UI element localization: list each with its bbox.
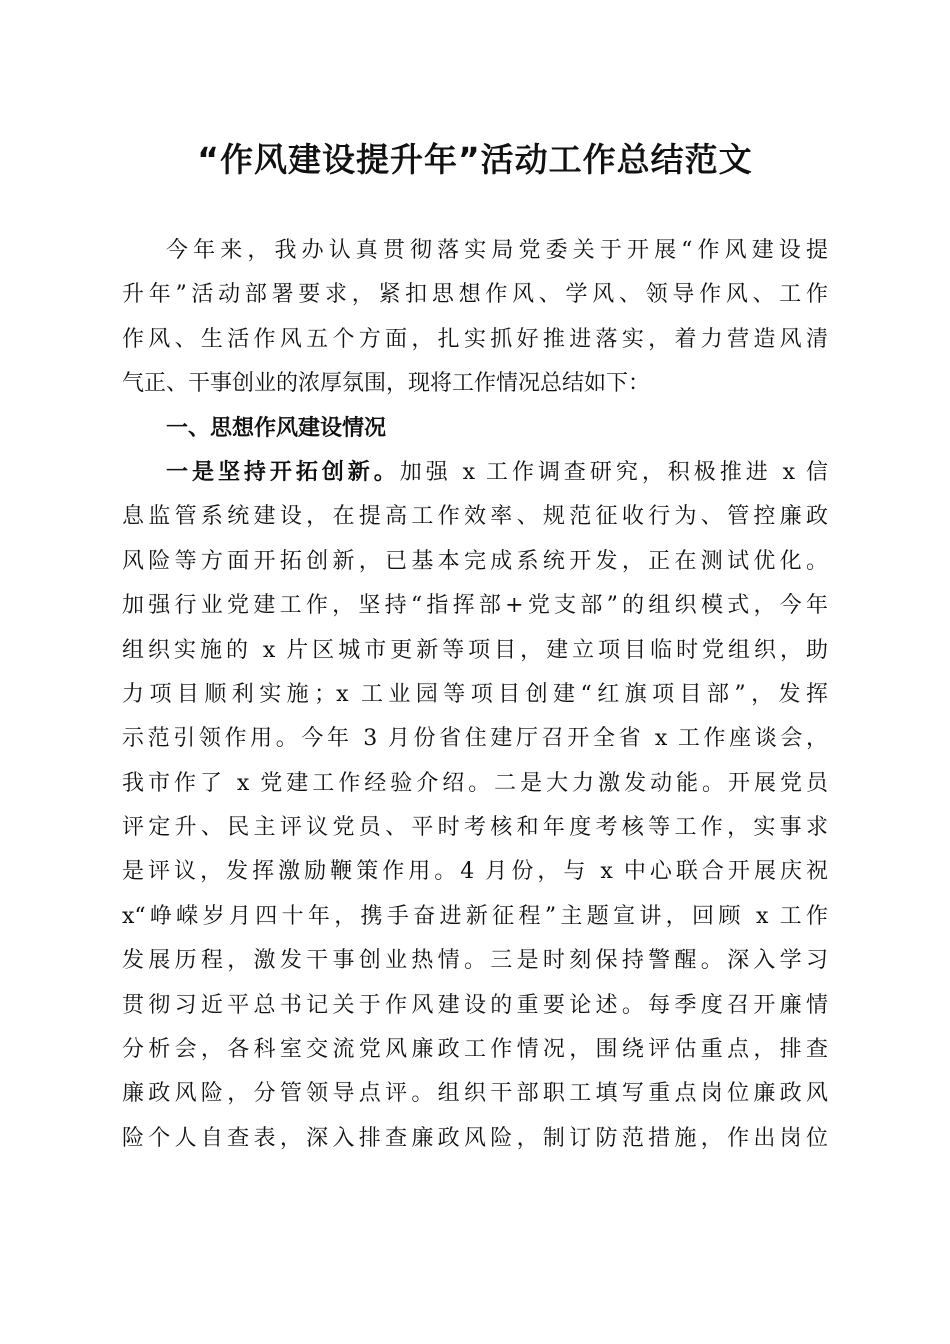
intro-line: 作风、生活作风五个方面，扎实抓好推进落实，着力营造风清 [122, 326, 828, 352]
paragraph-lead: 一是坚持开拓创新。 [166, 459, 400, 485]
intro-line: 升年”活动部署要求，紧扣思想作风、学风、领导作风、工作 [122, 282, 828, 308]
intro-line: 今年来，我办认真贯彻落实局党委关于开展“作风建设提 [166, 238, 828, 263]
paragraph-line: 发展历程，激发干事创业热情。三是时刻保持警醒。深入学习 [122, 948, 828, 974]
paragraph-first-line-text: 加强 x 工作调查研究，积极推进 x 信 [399, 459, 828, 485]
intro-line: 气正、干事创业的浓厚氛围，现将工作情况总结如下： [122, 371, 651, 397]
paragraph-line: x“峥嵘岁月四十年，携手奋进新征程”主题宣讲，回顾 x 工作 [122, 903, 828, 929]
paragraph-line: 廉政风险，分管领导点评。组织干部职工填写重点岗位廉政风 [122, 1081, 828, 1107]
section-heading: 一、思想作风建设情况 [166, 415, 387, 441]
paragraph-line: 加强行业党建工作，坚持“指挥部+党支部”的组织模式，今年 [122, 593, 828, 619]
paragraph-line: 是评议，发挥激励鞭策作用。4 月份，与 x 中心联合开展庆祝 [122, 859, 828, 885]
paragraph-line: 风险等方面开拓创新，已基本完成系统开发，正在测试优化。 [122, 548, 828, 574]
paragraph-first-line [122, 451, 828, 495]
paragraph-line: 险个人自查表，深入排查廉政风险，制订防范措施，作出岗位 [122, 1125, 828, 1151]
document-title: “作风建设提升年”活动工作总结范文 [197, 140, 753, 179]
paragraph-line: 组织实施的 x 片区城市更新等项目，建立项目临时党组织，助 [122, 637, 828, 663]
paragraph-line: 贯彻习近平总书记关于作风建设的重要论述。每季度召开廉情 [122, 992, 828, 1018]
paragraph-line: 评定升、民主评议党员、平时考核和年度考核等工作，实事求 [122, 815, 828, 841]
paragraph-line: 力项目顺利实施；x 工业园等项目创建“红旗项目部”，发挥 [122, 681, 828, 707]
document-body [122, 229, 828, 1161]
paragraph-line: 示范引领作用。今年 3 月份省住建厅召开全省 x 工作座谈会， [122, 726, 828, 752]
paragraph-line: 分析会，各科室交流党风廉政工作情况，围绕评估重点，排查 [122, 1037, 828, 1063]
paragraph-line: 息监管系统建设，在提高工作效率、规范征收行为、管控廉政 [122, 504, 828, 530]
paragraph-line: 我市作了 x 党建工作经验介绍。二是大力激发动能。开展党员 [122, 770, 828, 796]
